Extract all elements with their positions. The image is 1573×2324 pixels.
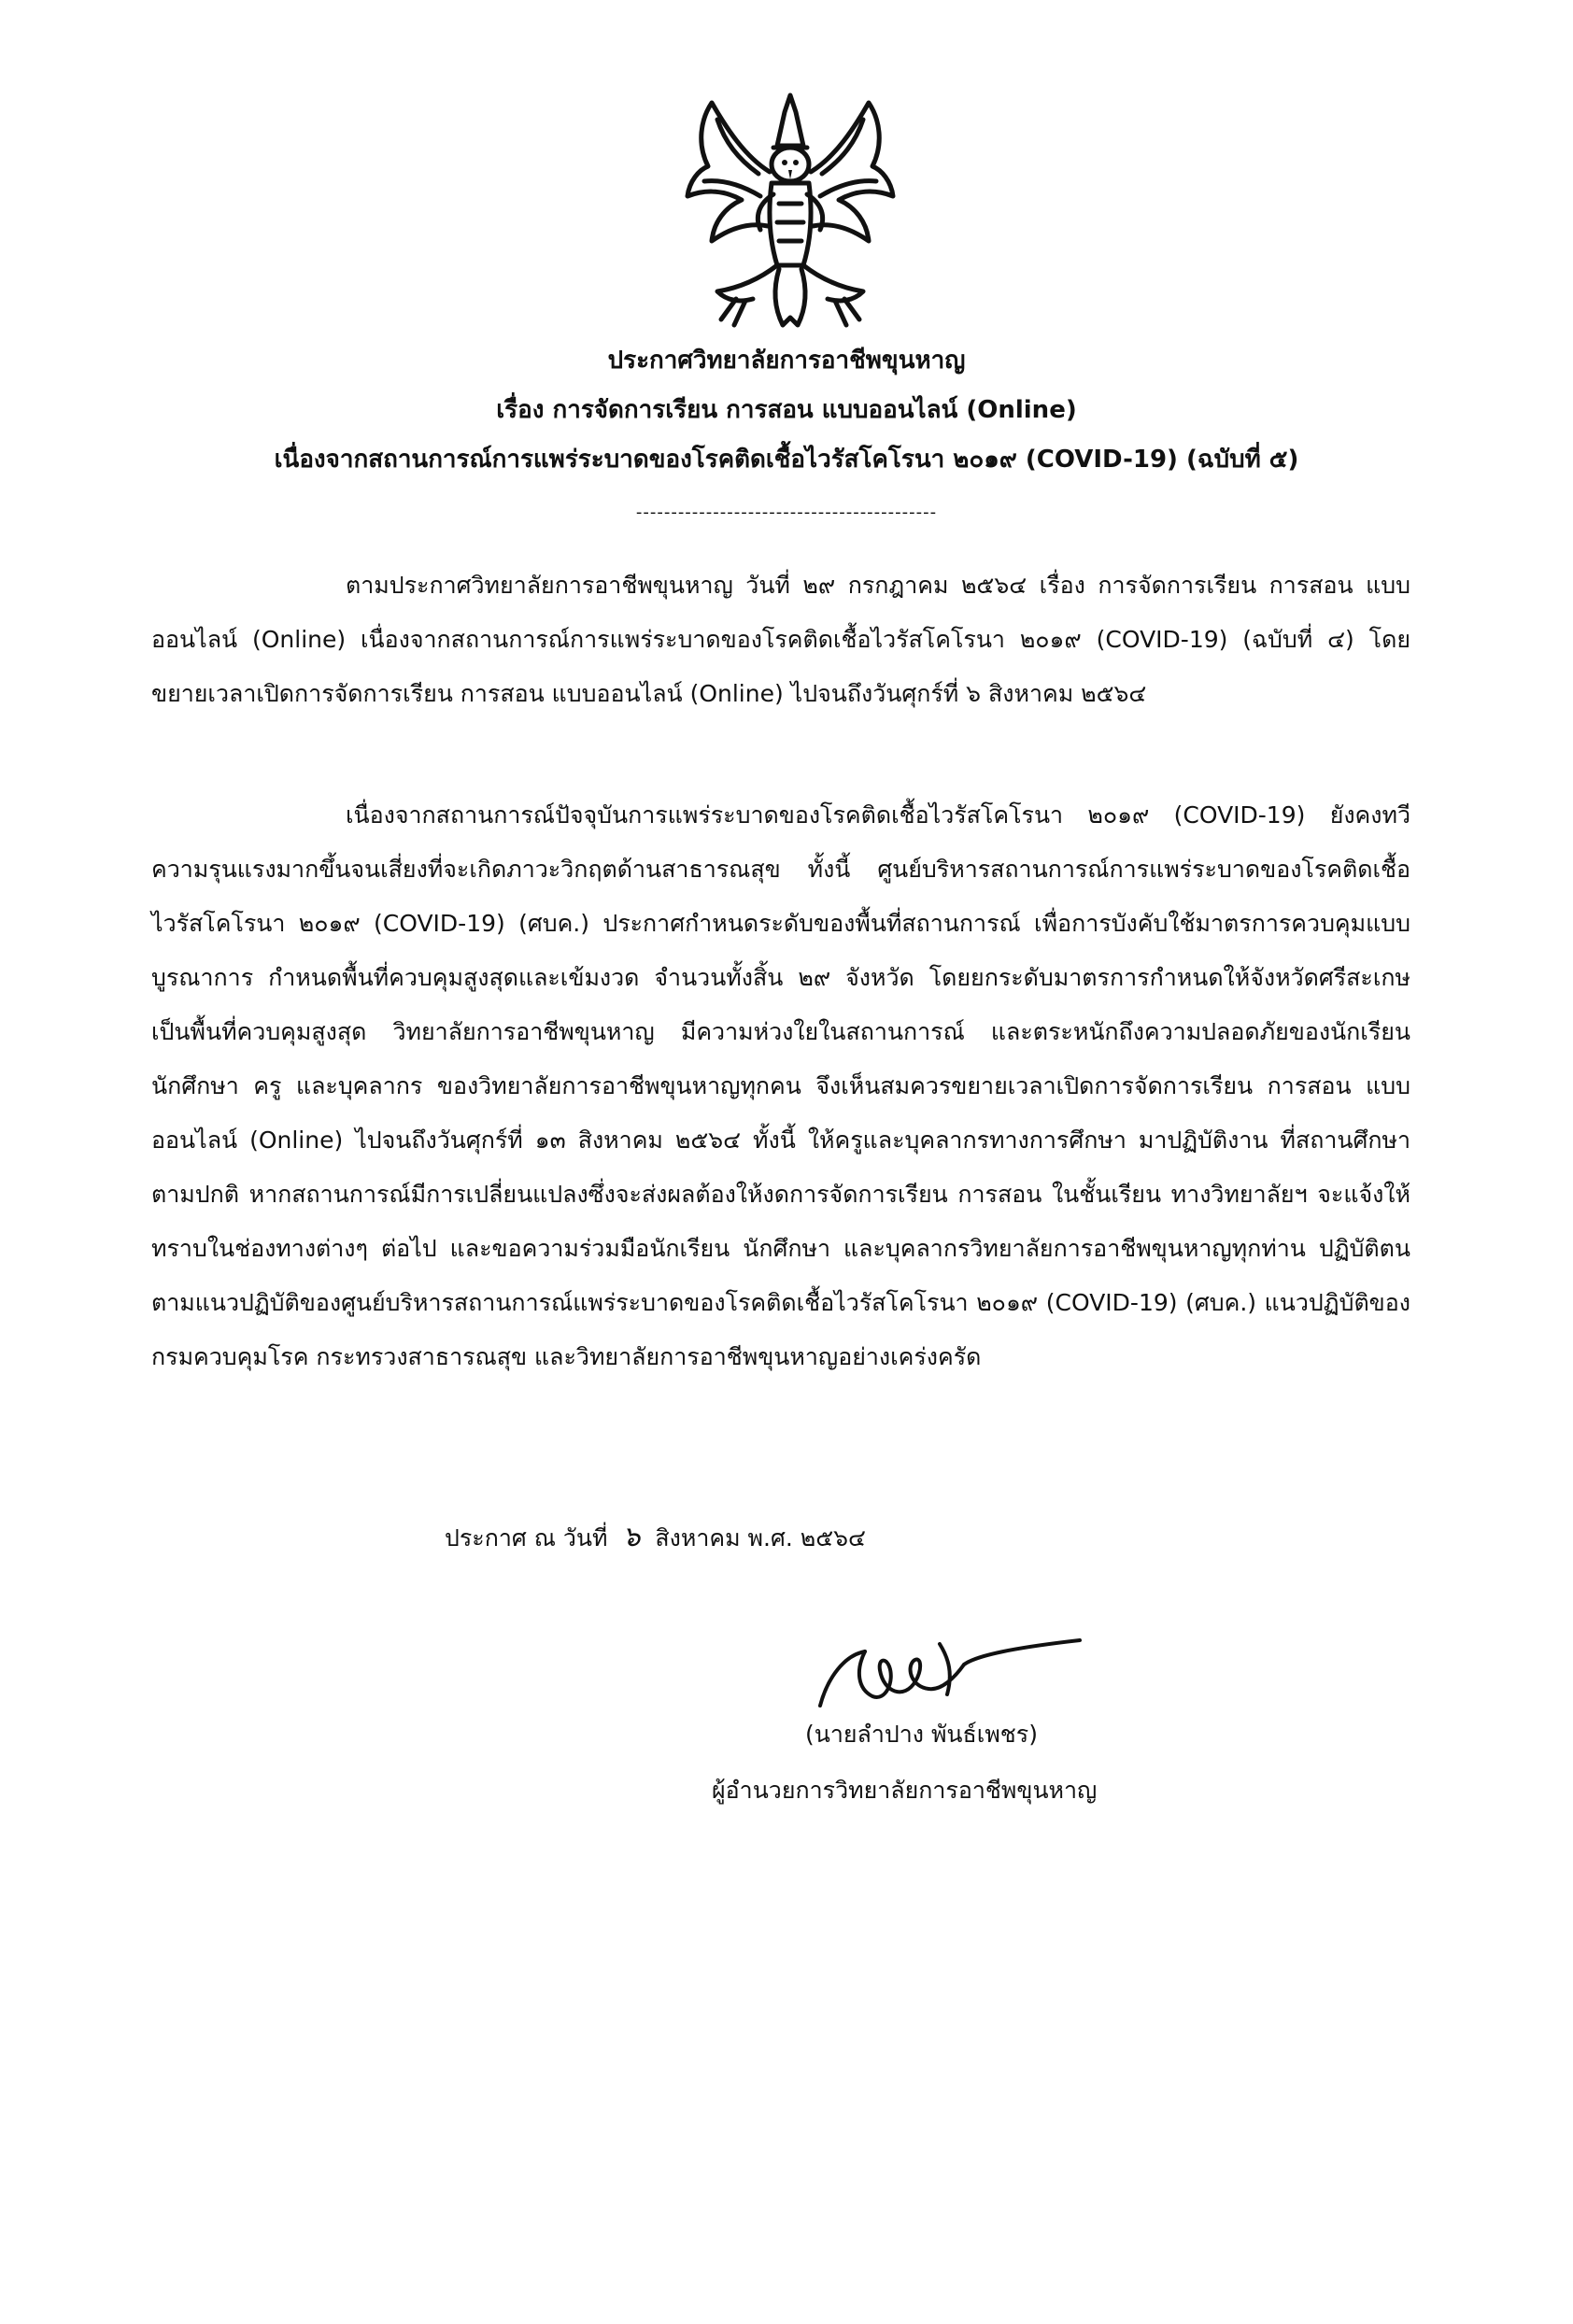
body-paragraph-1-text: ตามประกาศวิทยาลัยการอาชีพขุนหาญ วันที่ ๒๙ กรกฎาคม ๒๕๖๔ เรื่อง การจัดการเรียน การสอน แบบออนไลน์ (Online) เนื่องจากสถานการณ์การแพร่ระบาดของโรคติดเชื้อไวรัสโคโรนา ๒๐๑๙ (COVID-19) (ฉบับที่ ๔) โดยขยายเวลาเปิดการจัดการเรียน การสอน แบบออนไลน์ (Online) ไปจนถึงวันศุกร์ที่ ๖ สิงหาคม ๒๕๖๔: [151, 572, 1410, 707]
header-separator: -------------------------------------------: [635, 503, 938, 522]
body-paragraph-2-text: เนื่องจากสถานการณ์ปัจจุบันการแพร่ระบาดของโรคติดเชื้อไวรัสโคโรนา ๒๐๑๙ (COVID-19) ยังคงทวีความรุนแรงมากขึ้นจนเสี่ยงที่จะเกิดภาวะวิกฤตด้านสาธารณสุข ทั้งนี้ ศูนย์บริหารสถานการณ์การแพร่ระบาดของโรคติดเชื้อไวรัสโคโรนา ๒๐๑๙ (COVID-19) (ศบค.) ประกาศกำหนดระดับของพื้นที่สถานการณ์ เพื่อการบังคับใช้มาตรการควบคุมแบบบูรณาการ กำหนดพื้นที่ควบคุมสูงสุดและเข้มงวด จำนวนทั้งสิ้น ๒๙ จังหวัด โดยยกระดับมาตรการกำหนดให้จังหวัดศรีสะเกษเป็นพื้นที่ควบคุมสูงสุด วิทยาลัยการอาชีพขุนหาญ มีความห่วงใยในสถานการณ์ และตระหนักถึงความปลอดภัยของนักเรียน นักศึกษา ครู และบุคลากร ของวิทยาลัยการอาชีพขุนหาญทุกคน จึงเห็นสมควรขยายเวลาเปิดการจัดการเรียน การสอน แบบออนไลน์ (Online) ไปจนถึงวันศุกร์ที่ ๑๓ สิงหาคม ๒๕๖๔ ทั้งนี้ ให้ครูและบุคลากรทางการศึกษา มาปฏิบัติงาน ที่สถานศึกษาตามปกติ หากสถานการณ์มีการเปลี่ยนแปลงซึ่งจะส่งผลต้องให้งดการจัดการเรียน การสอน ในชั้นเรียน ทางวิทยาลัยฯ จะแจ้งให้ทราบในช่องทางต่างๆ ต่อไป และขอความร่วมมือนักเรียน นักศึกษา และบุคลากรวิทยาลัยการอาชีพขุนหาญทุกท่าน ปฏิบัติตนตามแนวปฏิบัติของศูนย์บริหารสถานการณ์แพร่ระบาดของโรคติดเชื้อไวรัสโคโรนา ๒๐๑๙ (COVID-19) (ศบค.) แนวปฏิบัติของกรมควบคุมโรค กระทรวงสาธารณสุข และวิทยาลัยการอาชีพขุนหาญอย่างเคร่งครัด: [151, 801, 1410, 1370]
document-header: [112, 336, 1461, 485]
announcement-date-prefix: ประกาศ ณ วันที่: [445, 1524, 608, 1552]
garuda-emblem-icon: [680, 92, 900, 334]
document-title: ประกาศวิทยาลัยการอาชีพขุนหาญ: [607, 347, 966, 375]
announcement-day-handwritten: ๖: [622, 1521, 641, 1553]
body-paragraph-2: [151, 788, 1410, 1384]
signer-name: (นายลำปาง พันธ์เพชร): [805, 1721, 1038, 1748]
document-subtitle: เนื่องจากสถานการณ์การแพร่ระบาดของโรคติดเชื้อไวรัสโคโรนา ๒๐๑๙ (COVID-19) (ฉบับที่ ๕): [274, 446, 1299, 474]
body-paragraph-1: [151, 559, 1410, 721]
document-subject: เรื่อง การจัดการเรียน การสอน แบบออนไลน์ (Online): [496, 396, 1077, 424]
signer-position: ผู้อำนวยการวิทยาลัยการอาชีพขุนหาญ: [712, 1777, 1098, 1804]
announcement-date: [445, 1510, 866, 1566]
announcement-date-suffix: สิงหาคม พ.ศ. ๒๕๖๔: [655, 1524, 866, 1552]
